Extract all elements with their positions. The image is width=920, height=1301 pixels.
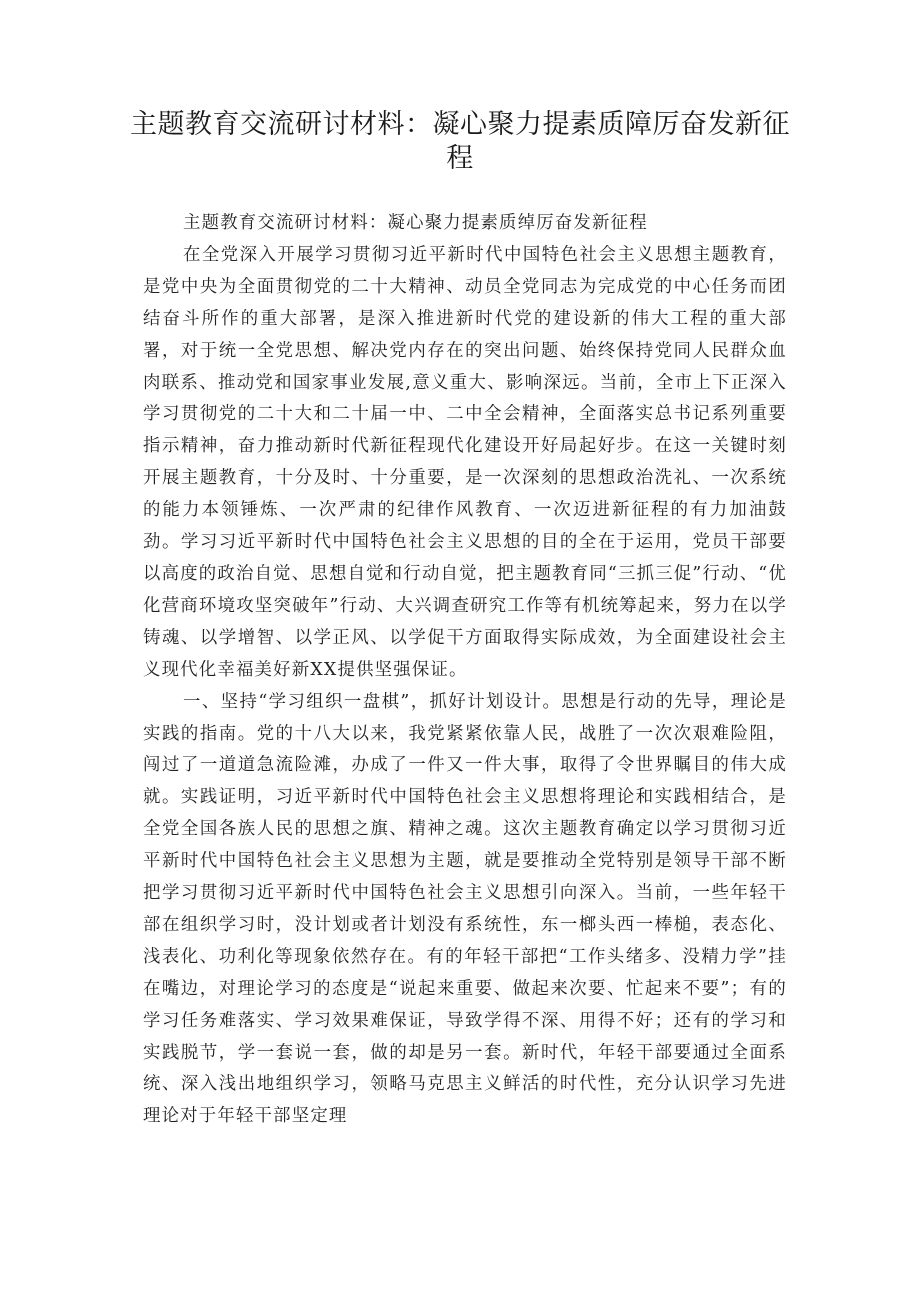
document-title: 主题教育交流研讨材料：凝心聚力提素质障厉奋发新征程 bbox=[130, 109, 790, 174]
paragraph-intro: 在全党深入开展学习贯彻习近平新时代中国特色社会主义思想主题教育，是党中央为全面贯彻党的二十大精神、动员全党同志为完成党的中心任务而团结奋斗所作的重大部署，是深入推进新时代党的建设新的伟大工程的重大部署，对于统一全党思想、解决党内存在的突出问题、始终保持党同人民群众血肉联系、推动党和国家事业发展,意义重大、影响深远。当前，全市上下正深入学习贯彻党的二十大和二十届一中、二中全会精神，全面落实总书记系列重要指示精神，奋力推动新时代新征程现代化建设开好局起好步。在这一关键时刻开展主题教育，十分及时、十分重要，是一次深刻的思想政治洗礼、一次系统的能力本领锤炼、一次严肃的纪律作风教育、一次迈进新征程的有力加油鼓劲。学习习近平新时代中国特色社会主义思想的目的全在于运用，党员干部要以高度的政治自觉、思想自觉和行动自觉，把主题教育同“三抓三促”行动、“优化营商环境攻坚突破年”行动、大兴调查研究工作等有机统筹起来，努力在以学铸魂、以学增智、以学正风、以学促干方面取得实际成效，为全面建设社会主义现代化幸福美好新XX提供坚强保证。 bbox=[143, 244, 787, 680]
document-body bbox=[143, 208, 787, 1133]
paragraph-section-one: 一、坚持“学习组织一盘棋”，抓好计划设计。思想是行动的先导，理论是实践的指南。党的十八大以来，我党紧紧依靠人民，战胜了一次次艰难险阻，闯过了一道道急流险滩，办成了一件又一件大事，取得了令世界瞩目的伟大成就。实践证明，习近平新时代中国特色社会主义思想将理论和实践相结合，是全党全国各族人民的思想之旗、精神之魂。这次主题教育确定以学习贯彻习近平新时代中国特色社会主义思想为主题，就是要推动全党特别是领导干部不断把学习贯彻习近平新时代中国特色社会主义思想引向深入。当前，一些年轻干部在组织学习时，没计划或者计划没有系统性，东一榔头西一棒槌，表态化、浅表化、功利化等现象依然存在。有的年轻干部把“工作头绪多、没精力学”挂在嘴边，对理论学习的态度是“说起来重要、做起来次要、忙起来不要”；有的学习任务难落实、学习效果难保证，导致学得不深、用得不好；还有的学习和实践脱节，学一套说一套，做的却是另一套。新时代，年轻干部要通过全面系统、深入浅出地组织学习，领略马克思主义鲜活的时代性，充分认识学习先进理论对于年轻干部坚定理 bbox=[143, 691, 787, 1127]
paragraph-subtitle: 主题教育交流研讨材料：凝心聚力提素质绰厉奋发新征程 bbox=[183, 213, 648, 233]
